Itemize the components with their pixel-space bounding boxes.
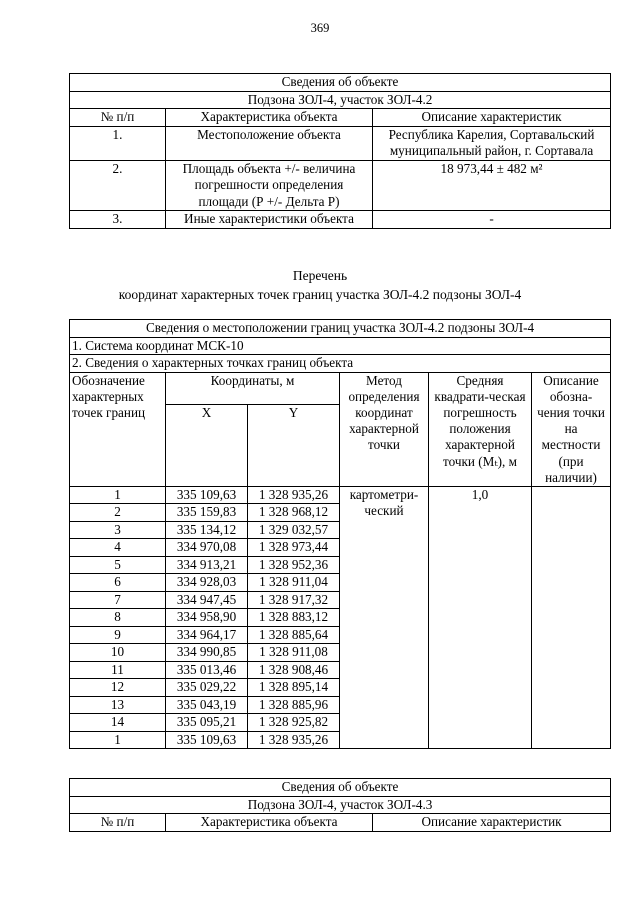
point-x: 335 159,83 xyxy=(166,504,248,522)
point-x: 334 947,45 xyxy=(166,591,248,609)
point-y: 1 328 968,12 xyxy=(248,504,340,522)
point-number: 9 xyxy=(70,626,166,644)
table-row xyxy=(70,160,611,211)
point-y: 1 328 911,08 xyxy=(248,644,340,662)
point-y: 1 328 917,32 xyxy=(248,591,340,609)
point-y: 1 328 885,64 xyxy=(248,626,340,644)
point-number: 11 xyxy=(70,661,166,679)
header-num: № п/п xyxy=(70,814,166,832)
point-number: 1 xyxy=(70,731,166,749)
point-number: 4 xyxy=(70,539,166,557)
point-y: 1 329 032,57 xyxy=(248,521,340,539)
point-y: 1 328 935,26 xyxy=(248,486,340,504)
point-x: 334 958,90 xyxy=(166,609,248,627)
point-x: 335 109,63 xyxy=(166,731,248,749)
object-info-table xyxy=(69,73,611,229)
object-info-title: Сведения об объекте xyxy=(70,779,611,797)
row-description: - xyxy=(373,211,611,229)
object-info-subtitle: Подзона ЗОЛ-4, участок ЗОЛ-4.3 xyxy=(70,796,611,814)
point-number: 10 xyxy=(70,644,166,662)
point-x: 335 134,12 xyxy=(166,521,248,539)
point-y: 1 328 925,82 xyxy=(248,714,340,732)
table-row xyxy=(70,211,611,229)
point-number: 12 xyxy=(70,679,166,697)
header-error: Средняя квадрати-ческая погрешность положения характерной точки (Mₜ), м xyxy=(429,372,532,486)
header-description: Описание характеристик xyxy=(373,814,611,832)
point-number: 1 xyxy=(70,486,166,504)
point-y: 1 328 883,12 xyxy=(248,609,340,627)
object-info-title: Сведения об объекте xyxy=(70,74,611,92)
header-y: Y xyxy=(248,404,340,486)
point-x: 334 990,85 xyxy=(166,644,248,662)
point-y: 1 328 885,96 xyxy=(248,696,340,714)
point-number: 13 xyxy=(70,696,166,714)
coordinates-table xyxy=(69,319,611,749)
header-description: Описание характеристик xyxy=(373,109,611,127)
table-row xyxy=(70,486,611,504)
point-y: 1 328 935,26 xyxy=(248,731,340,749)
object-info-subtitle: Подзона ЗОЛ-4, участок ЗОЛ-4.2 xyxy=(70,91,611,109)
point-number: 7 xyxy=(70,591,166,609)
header-method: Метод определения координат характерной точки xyxy=(340,372,429,486)
point-x: 334 970,08 xyxy=(166,539,248,557)
header-designation: Обозначение характерных точек границ xyxy=(70,372,166,486)
point-x: 335 029,22 xyxy=(166,679,248,697)
point-y: 1 328 973,44 xyxy=(248,539,340,557)
point-number: 14 xyxy=(70,714,166,732)
point-x: 335 013,46 xyxy=(166,661,248,679)
point-x: 334 928,03 xyxy=(166,574,248,592)
point-number: 3 xyxy=(70,521,166,539)
point-number: 5 xyxy=(70,556,166,574)
point-y: 1 328 952,36 xyxy=(248,556,340,574)
point-number: 8 xyxy=(70,609,166,627)
list-heading-subtitle: координат характерных точек границ участка ЗОЛ-4.2 подзоны ЗОЛ-4 xyxy=(118,287,522,302)
row-description: Республика Карелия, Сортавальский муниципальный район, г. Сортавала xyxy=(373,126,611,160)
method-value: картометри-ческий xyxy=(340,486,429,749)
points-section-title: 2. Сведения о характерных точках границ объекта xyxy=(70,355,611,373)
point-x: 335 095,21 xyxy=(166,714,248,732)
point-y: 1 328 908,46 xyxy=(248,661,340,679)
point-number: 2 xyxy=(70,504,166,522)
row-characteristic: Местоположение объекта xyxy=(166,126,373,160)
table-row xyxy=(70,126,611,160)
header-characteristic: Характеристика объекта xyxy=(166,109,373,127)
row-num: 1. xyxy=(70,126,166,160)
point-y: 1 328 895,14 xyxy=(248,679,340,697)
header-coordinates: Координаты, м xyxy=(166,372,340,404)
row-description: 18 973,44 ± 482 м² xyxy=(373,160,611,211)
point-number: 6 xyxy=(70,574,166,592)
point-description-empty xyxy=(532,486,611,749)
header-x: X xyxy=(166,404,248,486)
row-characteristic: Площадь объекта +/- величина погрешности определения площади (Р +/- Дельта Р) xyxy=(166,160,373,211)
point-x: 334 964,17 xyxy=(166,626,248,644)
point-x: 335 109,63 xyxy=(166,486,248,504)
coordinate-system: 1. Система координат МСК-10 xyxy=(70,337,611,355)
point-x: 335 043,19 xyxy=(166,696,248,714)
header-point-description: Описание обозна-чения точки на местности (при наличии) xyxy=(532,372,611,486)
point-x: 334 913,21 xyxy=(166,556,248,574)
list-heading-title: Перечень xyxy=(292,268,348,283)
row-num: 3. xyxy=(70,211,166,229)
header-characteristic: Характеристика объекта xyxy=(166,814,373,832)
object-info-table-2 xyxy=(69,778,611,832)
error-value: 1,0 xyxy=(429,486,532,749)
row-characteristic: Иные характеристики объекта xyxy=(166,211,373,229)
coordinates-title: Сведения о местоположении границ участка ЗОЛ-4.2 подзоны ЗОЛ-4 xyxy=(70,320,611,338)
page-number: 369 xyxy=(310,21,330,35)
point-y: 1 328 911,04 xyxy=(248,574,340,592)
header-num: № п/п xyxy=(70,109,166,127)
row-num: 2. xyxy=(70,160,166,211)
